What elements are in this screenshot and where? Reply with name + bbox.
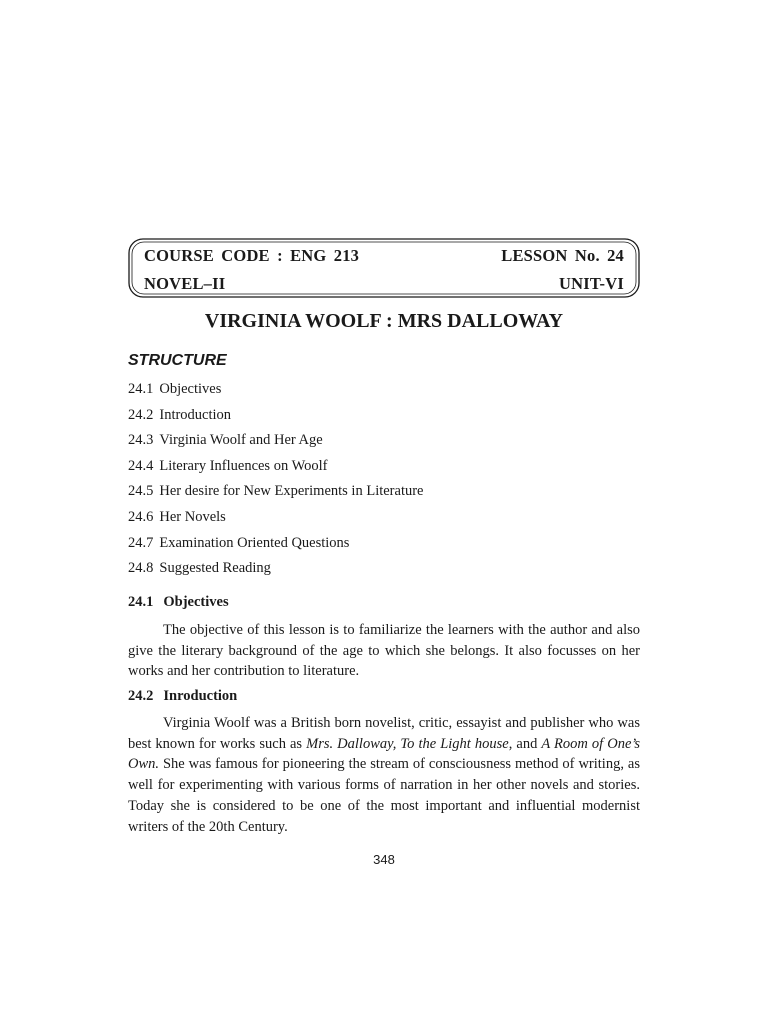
structure-item: 24.1 Objectives — [128, 381, 222, 397]
header-row-1 — [144, 246, 624, 266]
unit-label: UNIT-VI — [559, 274, 624, 293]
italic-works-title: Mrs. Dalloway, To the Light house — [306, 735, 509, 752]
structure-item: 24.2 Introduction — [128, 406, 232, 423]
section-heading-objectives: 24.1 Objectives — [128, 594, 229, 610]
structure-list — [128, 379, 424, 584]
course-header-box — [128, 238, 640, 298]
structure-item: 24.7 Examination Oriented Questions — [128, 534, 350, 551]
structure-item: 24.3 Virginia Woolf and Her Age — [128, 432, 323, 449]
course-title: NOVEL–II — [144, 274, 226, 293]
structure-item: 24.4 Literary Influences on Woolf — [128, 457, 328, 474]
page-number: 348 — [373, 852, 395, 867]
italic-work-title: A Room of One’s Own. — [128, 735, 640, 773]
section-heading-introduction: 24.2 Inroduction — [128, 688, 238, 704]
structure-item: 24.5 Her desire for New Experiments in Literature — [128, 483, 424, 500]
lesson-number: LESSON No. 24 — [501, 246, 624, 265]
course-code: COURSE CODE : ENG 213 — [144, 246, 360, 265]
objectives-paragraph: The objective of this lesson is to familiarize the learners with the author and also give the literary background of the age to which she belongs. It also focusses on her works and her contribution to literature. — [128, 622, 640, 680]
structure-item: 24.8 Suggested Reading — [128, 560, 271, 577]
introduction-paragraph: Virginia Woolf was a British born novelist, critic, essayist and publisher who was best known for works such as Mrs. Dalloway, To the Light house, and A Room of One’s Own. She was famous for pioneering the stream of consciousness method of writing, as well for experimenting with various forms of narration in her other novels and stories. Today she is considered to be one of the most important and influential modernist writers of the 20th Century. — [128, 715, 640, 835]
structure-item: 24.6 Her Novels — [128, 508, 226, 525]
lesson-title: VIRGINIA WOOLF : MRS DALLOWAY — [204, 310, 564, 332]
header-row-2 — [144, 274, 624, 294]
structure-heading: STRUCTURE — [128, 352, 227, 369]
